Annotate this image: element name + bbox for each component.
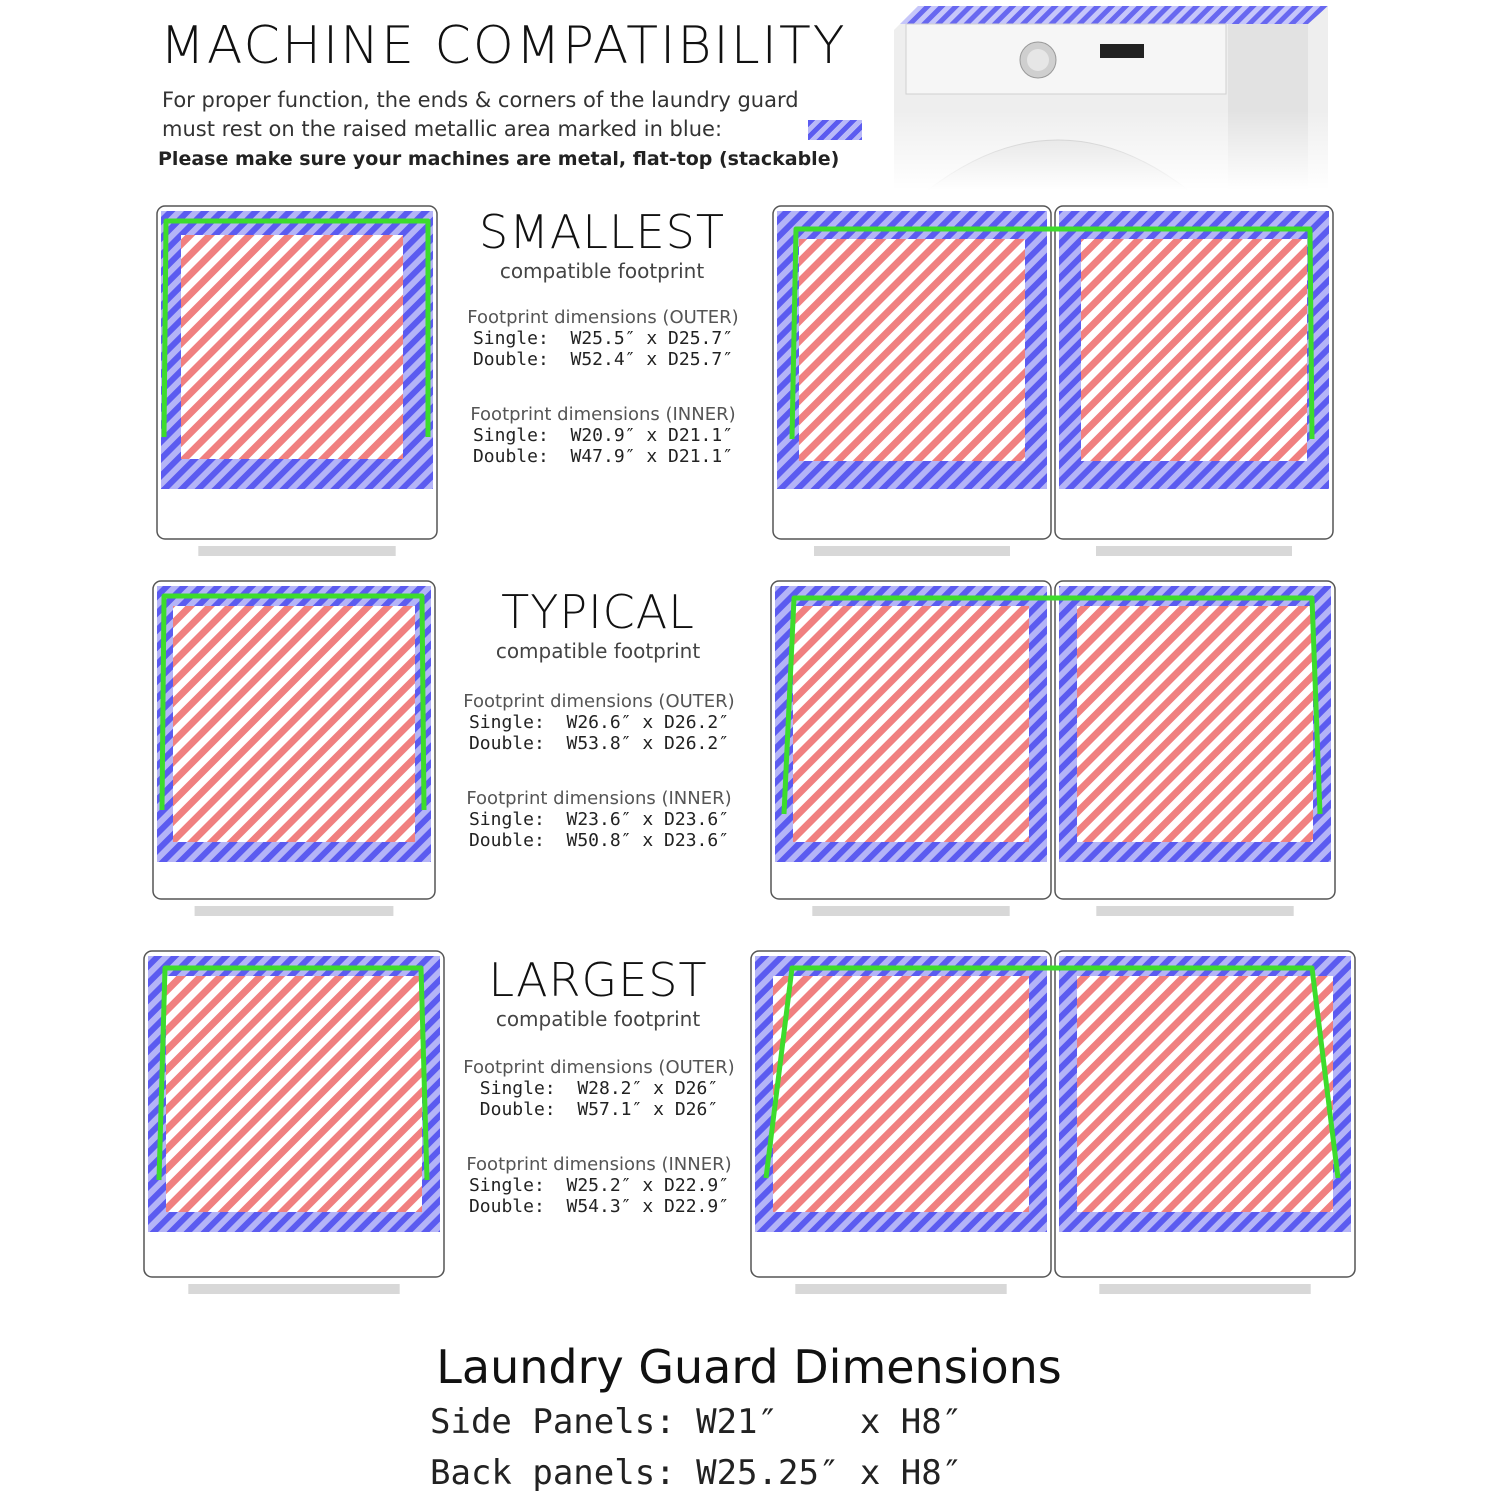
inner-dimensions-heading: Footprint dimensions (INNER) <box>466 1154 732 1175</box>
description-line-1: For proper function, the ends & corners of the laundry guard <box>162 88 799 112</box>
largest-dimensions <box>444 1057 754 1217</box>
outer-dimensions-heading: Footprint dimensions (OUTER) <box>463 1057 735 1078</box>
section-smallest <box>452 205 752 283</box>
section-title: TYPICAL <box>501 585 695 639</box>
non-contact-area <box>1081 239 1307 461</box>
largest-double-machines <box>750 950 1356 1298</box>
inner-double-dimension: Double: W54.3″ x D22.9″ <box>468 1196 730 1217</box>
blue-area-swatch <box>808 120 862 140</box>
outer-single-dimension: Single: W25.5″ x D25.7″ <box>472 328 734 349</box>
section-title: SMALLEST <box>479 205 725 259</box>
washer-illustration <box>888 0 1332 190</box>
outer-single-dimension: Single: W26.6″ x D26.2″ <box>468 712 730 733</box>
laundry-guard-dimensions-title: Laundry Guard Dimensions <box>436 1340 1062 1394</box>
machine-base <box>195 906 394 916</box>
inner-single-dimension: Single: W20.9″ x D21.1″ <box>472 425 734 446</box>
non-contact-area <box>166 976 422 1212</box>
section-typical <box>448 585 748 663</box>
largest-single-machine <box>143 950 445 1298</box>
outer-double-dimension: Double: W57.1″ x D26″ <box>479 1099 719 1120</box>
inner-dimensions-heading: Footprint dimensions (INNER) <box>470 404 736 425</box>
section-title: LARGEST <box>488 953 708 1007</box>
outer-double-dimension: Double: W52.4″ x D25.7″ <box>472 349 734 370</box>
inner-single-dimension: Single: W25.2″ x D22.9″ <box>468 1175 730 1196</box>
outer-dimensions-heading: Footprint dimensions (OUTER) <box>467 307 739 328</box>
smallest-double-machines <box>772 205 1334 560</box>
machine-base <box>1096 546 1292 556</box>
non-contact-area <box>1077 976 1333 1212</box>
inner-single-dimension: Single: W23.6″ x D23.6″ <box>468 809 730 830</box>
typical-dimensions <box>444 691 754 851</box>
inner-dimensions-heading: Footprint dimensions (INNER) <box>466 788 732 809</box>
inner-double-dimension: Double: W50.8″ x D23.6″ <box>468 830 730 851</box>
non-contact-area <box>773 976 1029 1212</box>
non-contact-area <box>793 606 1029 842</box>
back-panels-dimension: Back panels: W25.25″ x H8″ <box>430 1453 963 1493</box>
side-panels-dimension: Side Panels: W21″ x H8″ <box>430 1402 963 1442</box>
typical-single-machine <box>152 580 436 920</box>
machine-base <box>814 546 1010 556</box>
smallest-dimensions <box>448 307 758 467</box>
section-largest <box>448 953 748 1031</box>
outer-single-dimension: Single: W28.2″ x D26″ <box>479 1078 719 1099</box>
section-subtitle: compatible footprint <box>495 639 701 663</box>
outer-dimensions-heading: Footprint dimensions (OUTER) <box>463 691 735 712</box>
machine-base <box>188 1284 399 1294</box>
outer-double-dimension: Double: W53.8″ x D26.2″ <box>468 733 730 754</box>
metal-flat-top-warning: Please make sure your machines are metal, flat-top (stackable) <box>158 148 840 170</box>
machine-base <box>1099 1284 1310 1294</box>
inner-double-dimension: Double: W47.9″ x D21.1″ <box>472 446 734 467</box>
machine-base <box>812 906 1009 916</box>
smallest-single-machine <box>156 205 438 560</box>
non-contact-area <box>1077 606 1313 842</box>
description-line-2: must rest on the raised metallic area marked in blue: <box>162 117 723 141</box>
machine-base <box>1096 906 1293 916</box>
non-contact-area <box>799 239 1025 461</box>
section-subtitle: compatible footprint <box>499 259 705 283</box>
machine-base <box>795 1284 1006 1294</box>
typical-double-machines <box>770 580 1336 920</box>
non-contact-area <box>181 235 403 459</box>
machine-base <box>198 546 395 556</box>
page-title: MACHINE COMPATIBILITY <box>160 16 847 76</box>
section-subtitle: compatible footprint <box>495 1007 701 1031</box>
non-contact-area <box>173 606 415 842</box>
